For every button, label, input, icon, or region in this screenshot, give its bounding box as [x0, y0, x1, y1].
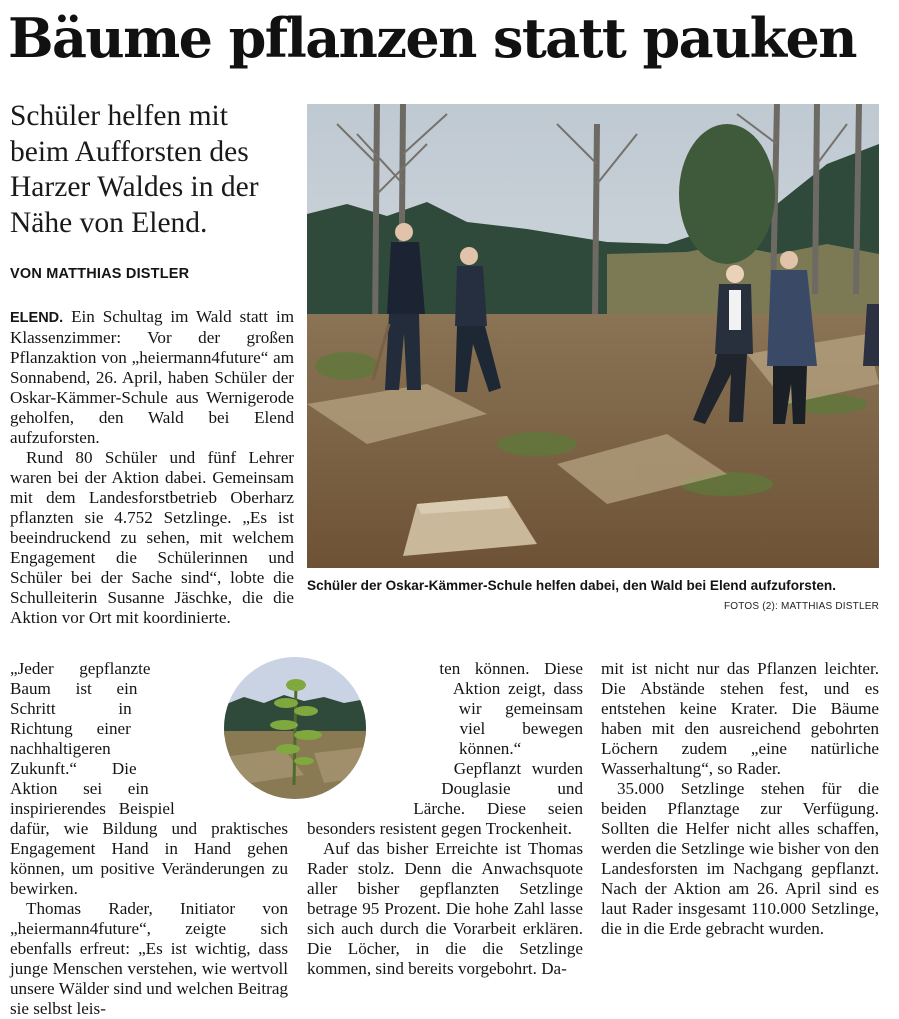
byline: VON MATTHIAS DISTLER [10, 266, 190, 282]
main-photo [307, 104, 879, 568]
photo-credit: FOTOS (2): MATTHIAS DISTLER [723, 601, 879, 612]
article-column-2 [307, 659, 583, 979]
article-paragraph: ten können. Diese Aktion zeigt, dass wir gemeinsam viel bewegen können.“ Gepflanzt wurden Douglasie und Lärche. Diese seien besonders resistent gegen Trockenheit. [307, 659, 583, 838]
article-paragraph: 35.000 Setzlinge stehen für die beiden Pflanztage zur Verfügung. Sollten die Helfer nicht alles schaffen, werden die Setzlinge wie bisher von den Landesforsten im Nachgang gepflanzt. Nach der Aktion am 26. April sind es laut Rader insgesamt 110.000 Setzlinge, die in die Erde gebracht wurden. [601, 779, 879, 938]
article-paragraph: Rund 80 Schüler und fünf Lehrer waren bei der Aktion dabei. Gemeinsam mit dem Landesforstbetrieb Oberharz pflanzten sie 4.752 Setzlinge. „Es ist beeindruckend zu sehen, mit welchem Engagement die Schülerinnen und Schüler bei der Sache sind“, lobte die Schulleiterin Susanne Jäschke, die die Aktion vor Ort mit koordinierte. [10, 448, 294, 627]
article-column-3 [601, 659, 879, 939]
text-wrap-spacer [307, 659, 459, 801]
article-column-1-lower [10, 659, 288, 1019]
article-paragraph: „Jeder gepflanzte Baum ist ein Schritt in Richtung einer nachhaltigeren Zukunft.“ Die Aktion sei ein inspirierendes Beispiel dafür, wie Bildung und praktisches Engagement Hand in Hand gehen können, um positive Veränderungen zu bewirken. [10, 659, 288, 898]
article-paragraph: Auf das bisher Erreichte ist Thomas Rader stolz. Denn die Anwachsquote aller bisher gepflanzten Setzlinge betrage 95 Prozent. Die hohe Zahl lasse sich auch durch die Vorarbeit erklären. Die Löcher, in die die Setzlinge kommen, sind bereits vorgebohrt. Da- [307, 839, 583, 978]
article-paragraph: ELEND. Ein Schultag im Wald statt im Klassenzimmer: Vor der großen Pflanzaktion von „heiermann4future“ am Sonnabend, 26. April, haben Schüler der Oskar-Kämmer-Schule aus Wernigerode geholfen, den Wald bei Elend aufzuforsten. [10, 307, 294, 447]
students-planting-trees-photo [307, 104, 879, 568]
text-wrap-spacer [130, 659, 288, 801]
photo-caption: Schüler der Oskar-Kämmer-Schule helfen dabei, den Wald bei Elend aufzuforsten. [307, 578, 837, 593]
headline: Bäume pflanzen statt pauken [8, 6, 856, 70]
article-paragraph: Thomas Rader, Initiator von „heiermann4future“, zeigte sich ebenfalls erfreut: „Es ist wichtig, dass junge Menschen verstehen, wie wertvoll unsere Wälder sind und welchen Beitrag sie selbst leis- [10, 899, 288, 1018]
article-paragraph: mit ist nicht nur das Pflanzen leichter. Die Abstände stehen fest, und es entstehen keine Krater. Die Bäume haben mit den ausreichend gebohrten Löchern zudem „eine natürliche Wasserhaltung“, so Rader. [601, 659, 879, 778]
deck-subtitle: Schüler helfen mit beim Aufforsten des Harzer Waldes in der Nähe von Elend. [10, 100, 259, 239]
article-column-1-upper [10, 307, 294, 628]
